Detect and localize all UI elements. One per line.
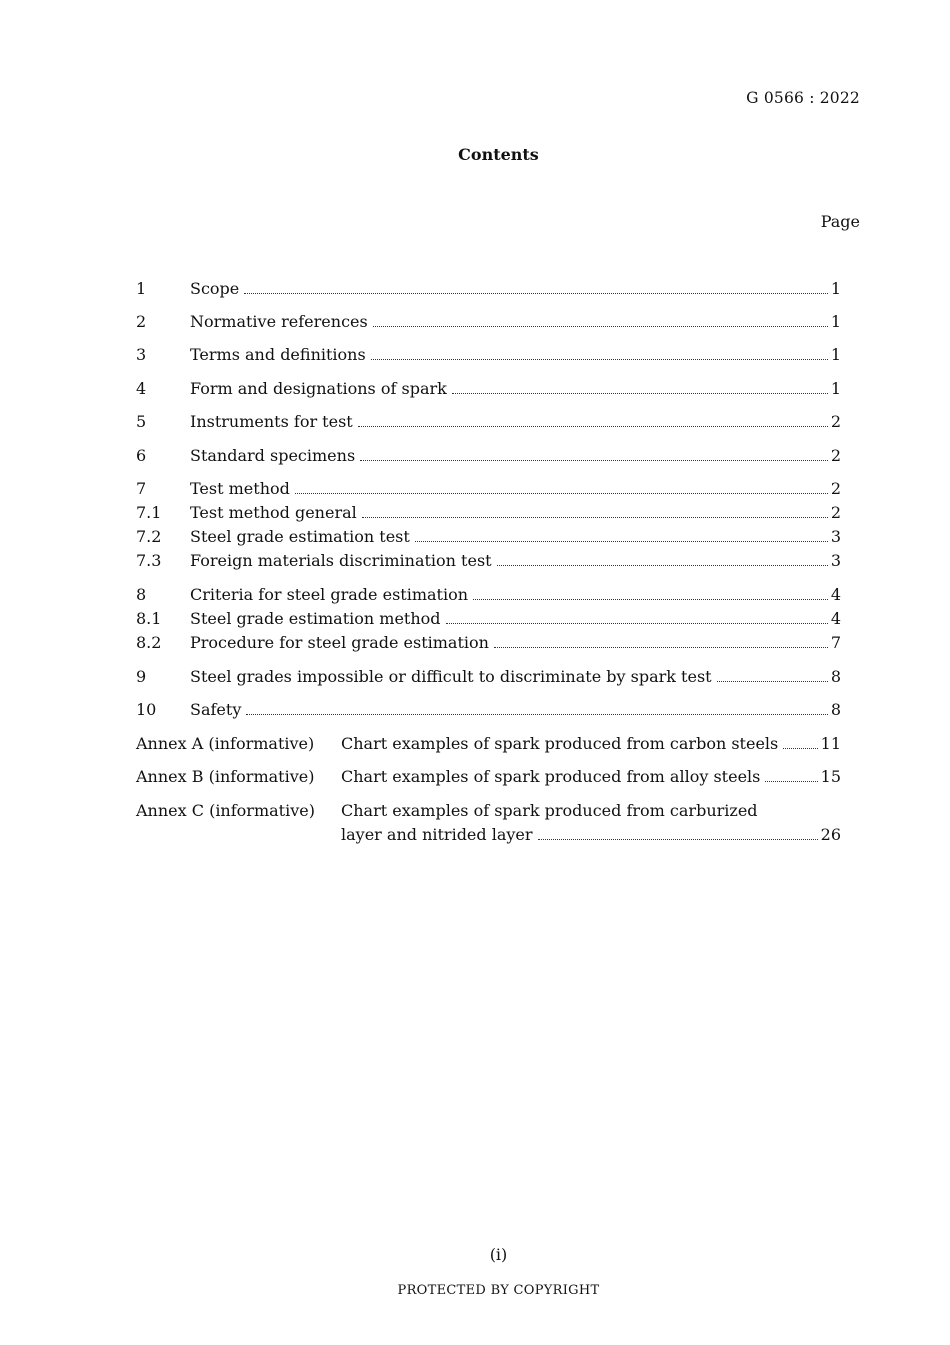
toc-entry-criteria-for-steel-grade[interactable] <box>136 583 841 607</box>
toc-title: Test method general <box>190 503 357 522</box>
toc-title: Normative references <box>190 312 368 331</box>
toc-number: 7.1 <box>136 503 162 522</box>
dot-leader <box>358 425 828 427</box>
toc-entry-safety[interactable] <box>136 698 841 722</box>
dot-leader <box>373 325 828 327</box>
toc-title: Procedure for steel grade estimation <box>190 633 489 652</box>
toc-number: 8.1 <box>136 609 162 628</box>
toc-page-number: 2 <box>830 503 841 522</box>
toc-title: Test method <box>190 479 290 498</box>
toc-page-number: 26 <box>820 825 841 844</box>
toc-title: Terms and definitions <box>190 345 366 364</box>
toc-title-line1: Chart examples of spark produced from carburized <box>341 801 758 820</box>
toc-entry-standard-specimens[interactable] <box>136 444 841 468</box>
dot-leader <box>473 598 828 600</box>
dot-leader <box>494 646 828 648</box>
toc-entry-normative-references[interactable] <box>136 310 841 334</box>
toc-page-number: 4 <box>830 609 841 628</box>
toc-page-number: 3 <box>830 551 841 570</box>
dot-leader <box>717 680 828 682</box>
toc-entry-instruments-for-test[interactable] <box>136 410 841 434</box>
toc-entry-annex-a[interactable] <box>136 732 841 756</box>
dot-leader <box>765 780 817 782</box>
toc-entry-steel-grade-estimation-test[interactable] <box>136 525 841 549</box>
toc-entry-annex-c[interactable] <box>136 799 841 823</box>
toc-page-number: 1 <box>830 345 841 364</box>
toc-page-number: 2 <box>830 412 841 431</box>
toc-title: Chart examples of spark produced from alloy steels <box>341 767 761 786</box>
toc-number: 6 <box>136 446 147 465</box>
toc-title: Foreign materials discrimination test <box>190 551 492 570</box>
toc-title-line2: layer and nitrided layer <box>341 825 533 844</box>
annex-label: Annex C (informative) <box>136 801 315 820</box>
toc-number: 10 <box>136 700 157 719</box>
annex-label: Annex B (informative) <box>136 767 315 786</box>
page-column-heading: Page <box>820 212 860 231</box>
toc-page-number: 11 <box>820 734 841 753</box>
toc-title: Steel grade estimation test <box>190 527 410 546</box>
toc-page-number: 4 <box>830 585 841 604</box>
toc-title: Instruments for test <box>190 412 353 431</box>
toc-title: Steel grades impossible or difficult to discriminate by spark test <box>190 667 712 686</box>
page-number: (i) <box>489 1245 508 1264</box>
dot-leader <box>360 459 828 461</box>
toc-number: 1 <box>136 279 147 298</box>
dot-leader <box>362 516 828 518</box>
toc-page-number: 3 <box>830 527 841 546</box>
dot-leader <box>244 292 828 294</box>
toc-title: Standard specimens <box>190 446 356 465</box>
toc-number: 7 <box>136 479 147 498</box>
dot-leader <box>538 838 818 840</box>
toc-entry-steel-grades-impossible[interactable] <box>136 665 841 689</box>
toc-number: 9 <box>136 667 147 686</box>
toc-title: Safety <box>190 700 242 719</box>
dot-leader <box>452 392 828 394</box>
dot-leader <box>497 564 828 566</box>
toc-page-number: 8 <box>830 667 841 686</box>
toc-entry-terms-and-definitions[interactable] <box>136 343 841 367</box>
toc-number: 4 <box>136 379 147 398</box>
dot-leader <box>246 713 827 715</box>
toc-entry-steel-grade-estimation-method[interactable] <box>136 607 841 631</box>
toc-entry-annex-b[interactable] <box>136 765 841 789</box>
toc-number: 7.2 <box>136 527 162 546</box>
toc-title: Steel grade estimation method <box>190 609 441 628</box>
dot-leader <box>371 358 828 360</box>
toc-title: Chart examples of spark produced from carbon steels <box>341 734 779 753</box>
toc-entry-annex-c-continued[interactable] <box>136 823 841 847</box>
toc-entry-scope[interactable] <box>136 277 841 301</box>
toc-page-number: 8 <box>830 700 841 719</box>
dot-leader <box>415 540 828 542</box>
toc-entry-test-method-general[interactable] <box>136 501 841 525</box>
toc-number: 2 <box>136 312 147 331</box>
toc-page-number: 1 <box>830 279 841 298</box>
toc-number: 8.2 <box>136 633 162 652</box>
toc-entry-procedure-for-steel-grade[interactable] <box>136 631 841 655</box>
toc-page-number: 2 <box>830 479 841 498</box>
copyright-notice: PROTECTED BY COPYRIGHT <box>397 1283 600 1298</box>
toc-title: Scope <box>190 279 240 298</box>
standard-number: G 0566 : 2022 <box>746 89 860 107</box>
toc-number: 5 <box>136 412 147 431</box>
toc-entry-test-method[interactable] <box>136 477 841 501</box>
toc-page-number: 1 <box>830 379 841 398</box>
toc-page-number: 15 <box>820 767 841 786</box>
toc-title: Form and designations of spark <box>190 379 447 398</box>
annex-label: Annex A (informative) <box>136 734 315 753</box>
toc-number: 7.3 <box>136 551 162 570</box>
toc-entry-form-and-designations[interactable] <box>136 377 841 401</box>
dot-leader <box>446 622 828 624</box>
dot-leader <box>783 747 817 749</box>
dot-leader <box>295 492 828 494</box>
toc-title: Criteria for steel grade estimation <box>190 585 469 604</box>
toc-page-number: 2 <box>830 446 841 465</box>
toc-number: 3 <box>136 345 147 364</box>
toc-number: 8 <box>136 585 147 604</box>
toc-page-number: 7 <box>830 633 841 652</box>
contents-title: Contents <box>458 145 539 164</box>
toc-page-number: 1 <box>830 312 841 331</box>
toc-entry-foreign-materials-test[interactable] <box>136 549 841 573</box>
